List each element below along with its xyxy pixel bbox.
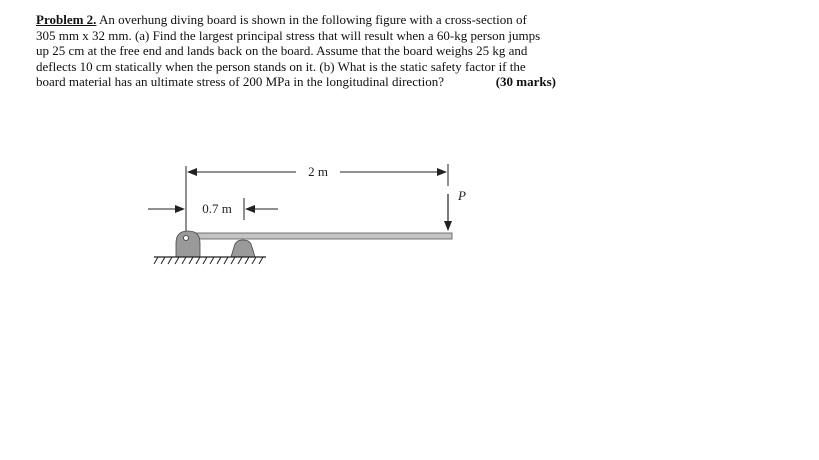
problem-heading: Problem 2.	[36, 12, 97, 27]
problem-line-5: board material has an ultimate stress of 200 MPa in the longitudinal direction? (30 marks)	[36, 74, 556, 89]
span-label: 2 m	[308, 164, 328, 179]
problem-line-4: deflects 10 cm statically when the person stands on it. (b) What is the static safety factor if the	[36, 58, 526, 74]
problem-line-3: up 25 cm at the free end and lands back on the board. Assume that the board weighs 25 kg and	[36, 43, 528, 58]
ground-hatching	[154, 257, 263, 264]
problem-line-2: 305 mm x 32 mm. (a) Find the largest principal stress that will result when a 60-kg person jumps	[36, 27, 541, 43]
problem-line-1: Problem 2. An overhung diving board is shown in the following figure with a cross-section of	[36, 12, 527, 27]
roller-support	[231, 240, 255, 257]
diving-board	[184, 233, 452, 239]
pin-hole	[184, 236, 189, 241]
load-label: P	[458, 188, 466, 203]
marks-label: (30 marks)	[495, 74, 556, 89]
overhang-label: 0.7 m	[202, 201, 232, 216]
pin-support	[176, 231, 200, 257]
